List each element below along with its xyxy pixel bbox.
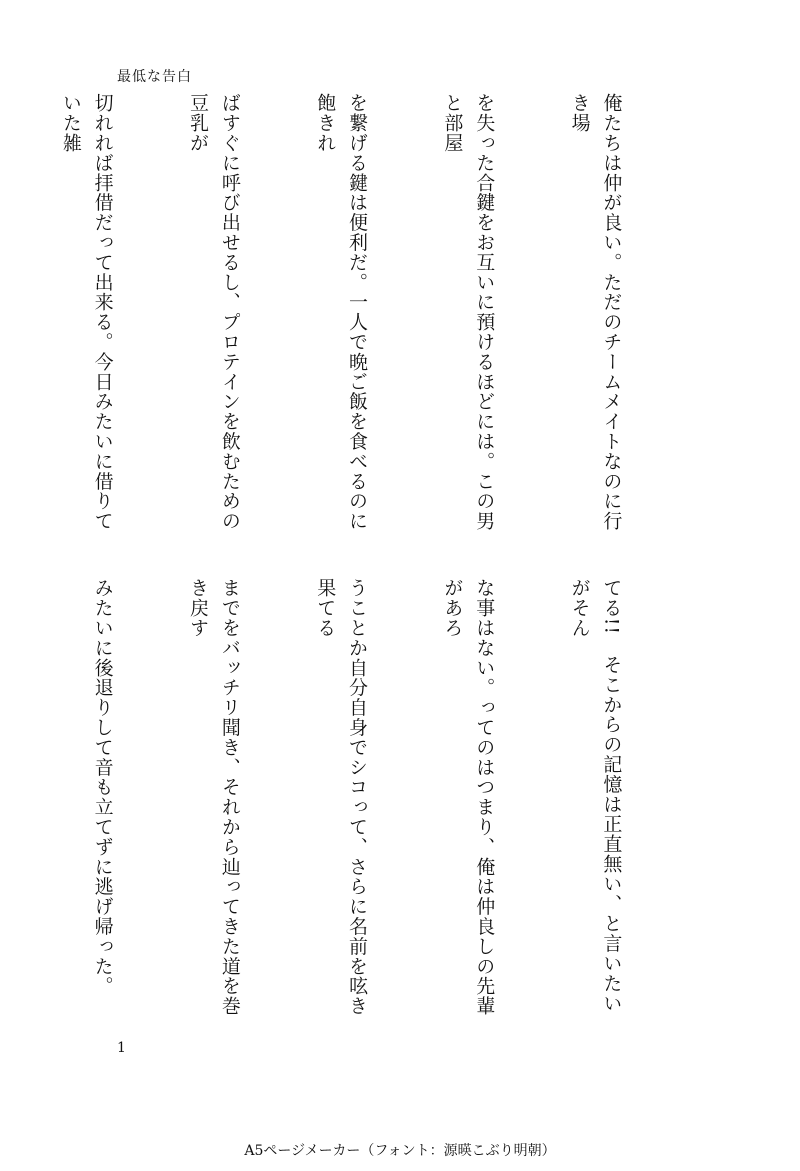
text-line: みたいに後退りして音も立てずに逃げ帰った。 — [91, 578, 114, 996]
text-line: うことか自分自身でシコって、さらに名前を呟き果てる — [314, 578, 369, 1016]
running-header-title: 最低な告白 — [117, 69, 192, 85]
text-line: ばすぐに呼び出せるし、プロテインを飲むための豆乳が — [187, 93, 241, 531]
text-line: 切れれば拝借だって出来る。今日みたいに借りていた雑 — [59, 93, 114, 531]
page-number: 1 — [117, 1040, 126, 1056]
text-line: 俺たちは仲が良い。ただのチームメイトなのに行き場 — [568, 93, 623, 531]
text-line: を繋げる鍵は便利だ。一人で晩ご飯を食べるのに飽きれ — [314, 93, 369, 531]
text-line: を失った合鍵をお互いに預けるほどには。この男と部屋 — [441, 93, 496, 531]
text-block-bottom — [91, 578, 690, 1030]
text-block-top — [59, 93, 690, 543]
text-line: てる!! そこからの記憶は正直無い、と言いたいがそん — [568, 578, 623, 1013]
text-line: な事はない。ってのはつまり、俺は仲良しの先輩があろ — [441, 578, 496, 1016]
text-line: までをバッチリ聞き、それから辿ってきた道を巻き戻す — [187, 578, 241, 1016]
footer-credit: A5ページメーカー（フォント：源暎こぶり明朝） — [244, 1143, 556, 1159]
